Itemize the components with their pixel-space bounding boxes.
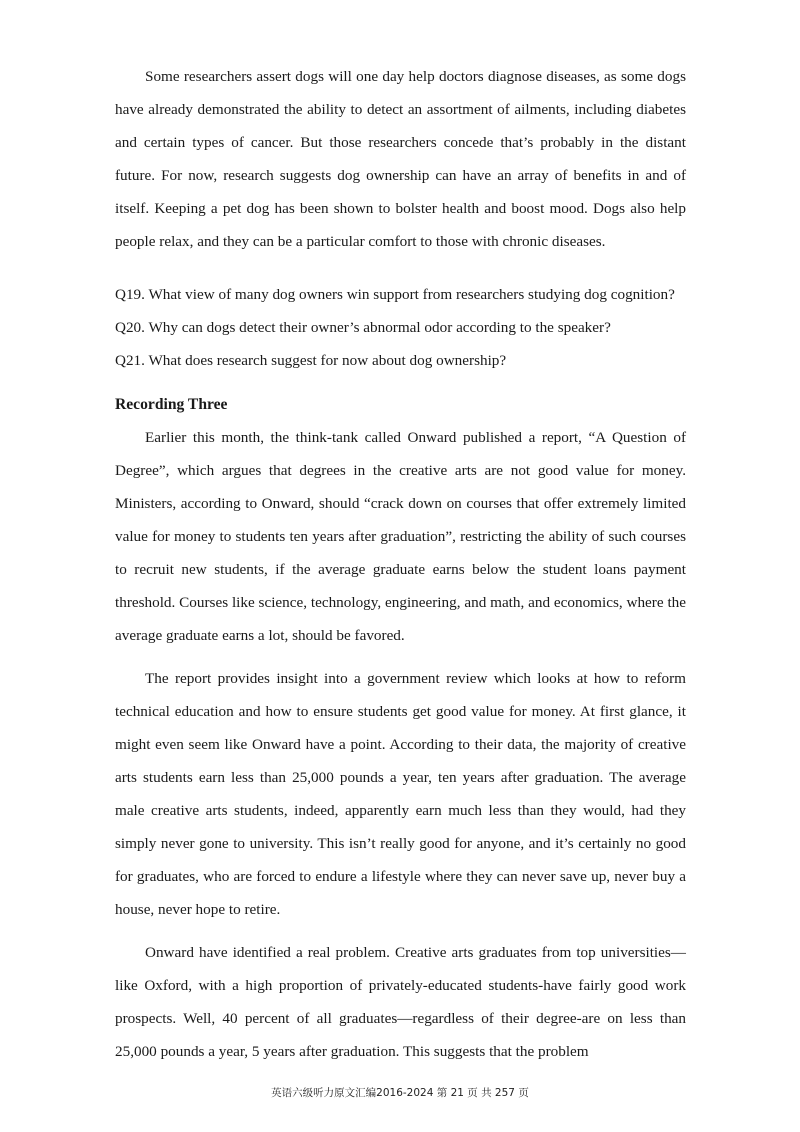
paragraph-dog-diagnosis: Some researchers assert dogs will one day help doctors diagnose diseases, as some dogs have already demonstrated the ability to detect an assortment of ailments, including diabetes and certain types of cancer. But those researchers concede that’s probably in the distant future. For now, research suggests dog ownership can have an array of benefits in and of itself. Keeping a pet dog has been shown to bolster health and boost mood. Dogs also help people relax, and they can be a particular comfort to those with chronic diseases. — [115, 68, 686, 250]
paragraph-real-problem: Onward have identified a real problem. Creative arts graduates from top universities—like Oxford, with a high proportion of privately-educated students-have fairly good work prospects. Well, 40 percent of all graduates—regardless of their degree-are on less than 25,000 pounds a year, 5 years after graduation. This suggests that the problem — [115, 944, 686, 1060]
section-heading-recording-three: Recording Three — [115, 396, 228, 413]
question-list — [115, 278, 686, 377]
document-page — [115, 60, 686, 1068]
paragraph-government-review: The report provides insight into a government review which looks at how to reform technical education and how to ensure students get good value for money. At first glance, it might even seem like Onward have a point. According to their data, the majority of creative arts students earn less than 25,000 pounds a year, ten years after graduation. The average male creative arts students, indeed, apparently earn much less than they would, had they simply never gone to university. This isn’t really good for anyone, and it’s certainly no good for graduates, who are forced to endure a lifestyle where they can never save up, never buy a house, never hope to retire. — [115, 670, 686, 918]
page-footer: 英语六级听力原文汇编2016-2024 第 21 页 共 257 页 — [271, 1087, 529, 1099]
question-q21: Q21. What does research suggest for now about dog ownership? — [115, 352, 507, 369]
question-q19: Q19. What view of many dog owners win support from researchers studying dog cognition? — [115, 286, 675, 303]
paragraph-onward-report: Earlier this month, the think-tank called Onward published a report, “A Question of Degree”, which argues that degrees in the creative arts are not good value for money. Ministers, according to Onward, should “crack down on courses that offer extremely limited value for money to students ten years after graduation”, restricting the ability of such courses to recruit new students, if the average graduate earns below the student loans payment threshold. Courses like science, technology, engineering, and math, and economics, where the average graduate earns a lot, should be favored. — [115, 429, 686, 644]
question-q20: Q20. Why can dogs detect their owner’s abnormal odor according to the speaker? — [115, 319, 611, 336]
